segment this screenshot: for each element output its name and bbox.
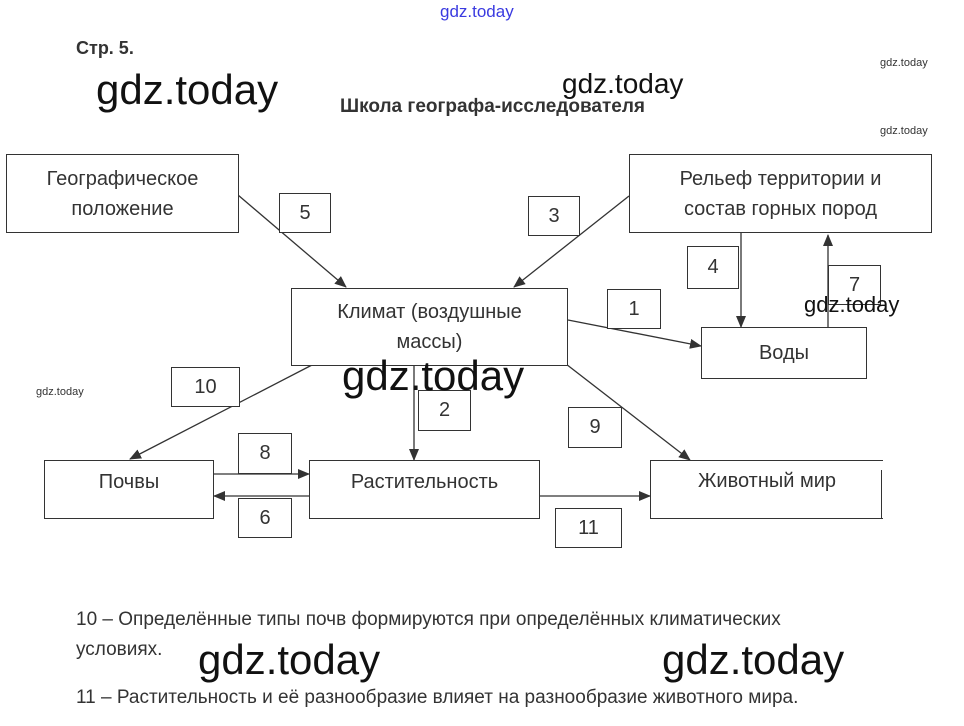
box-fauna-right-edge [881, 470, 882, 519]
number-box-3: 3 [528, 196, 580, 236]
diagram-heading: Школа географа-исследователя [340, 96, 645, 117]
watermark-big-4: gdz.today [662, 636, 845, 683]
box-relief-line2: состав горных пород [683, 197, 878, 220]
box-geographic-position-line2: положение [71, 197, 174, 220]
box-fauna-label: Животный мир [697, 470, 837, 492]
box-waters-label: Воды [758, 342, 810, 364]
box-relief [629, 154, 932, 233]
watermark-big-3: gdz.today [198, 636, 381, 683]
note-10-line2: условиях. [76, 639, 163, 660]
watermark-small-2: gdz.today [880, 125, 928, 137]
box-relief-line1: Рельеф территории и [679, 167, 882, 190]
watermark-big-1: gdz.today [96, 66, 279, 113]
number-box-8: 8 [238, 433, 292, 474]
box-fauna [650, 460, 883, 519]
number-box-6: 6 [238, 498, 292, 538]
number-box-10: 10 [171, 367, 240, 407]
number-box-2: 2 [418, 390, 471, 431]
box-vegetation [309, 460, 540, 519]
box-geographic-position [6, 154, 239, 233]
box-waters [701, 327, 867, 379]
box-climate-line2: массы) [396, 331, 463, 353]
number-box-7: 7 [828, 265, 881, 305]
watermark-top: gdz.today [440, 2, 514, 21]
box-soils [44, 460, 214, 519]
page-ref: Стр. 5. [76, 38, 134, 58]
watermark-mid-1: gdz.today [562, 68, 684, 99]
box-climate-line1: Климат (воздушные [337, 301, 522, 323]
watermark-mid-2: gdz.today [804, 292, 900, 317]
box-soils-label: Почвы [98, 471, 160, 493]
box-vegetation-label: Растительность [350, 471, 499, 493]
number-box-1: 1 [607, 289, 661, 329]
note-11: 11 – Растительность и её разнообразие влияет на разнообразие животного мира. [76, 687, 799, 708]
number-box-5: 5 [279, 193, 331, 233]
note-10-line1: 10 – Определённые типы почв формируются при определённых климатических [76, 609, 781, 630]
box-fauna-top-edge [650, 460, 883, 461]
box-geographic-position-line1: Географическое [46, 167, 199, 190]
number-box-11: 11 [555, 508, 622, 548]
number-box-4: 4 [687, 246, 739, 289]
watermark-big-2: gdz.today [342, 352, 525, 399]
watermark-small-1: gdz.today [880, 57, 928, 69]
watermark-small-3: gdz.today [36, 386, 84, 398]
number-box-9: 9 [568, 407, 622, 448]
